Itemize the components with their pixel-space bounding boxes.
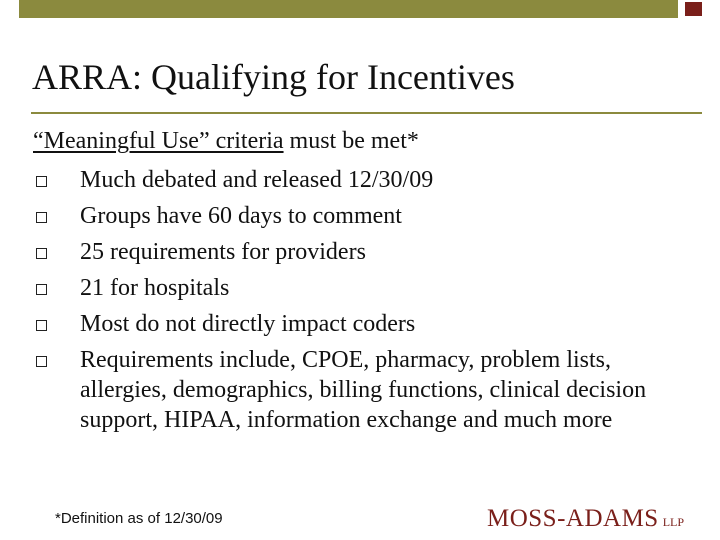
square-bullet-icon xyxy=(36,320,47,331)
bullet-text: 25 requirements for providers xyxy=(80,239,366,265)
bullet-item xyxy=(33,273,703,303)
logo-name: MOSS-ADAMS xyxy=(487,505,659,532)
logo-suffix: LLP xyxy=(662,515,685,529)
bullet-item xyxy=(33,201,703,231)
square-bullet-icon xyxy=(36,248,47,259)
square-bullet-icon xyxy=(36,284,47,295)
bullet-text: Groups have 60 days to comment xyxy=(80,203,402,229)
footnote: *Definition as of 12/30/09 xyxy=(55,510,223,527)
corner-accent-gap xyxy=(685,16,702,21)
bullet-text: 21 for hospitals xyxy=(80,275,230,301)
lead-underlined-text: “Meaningful Use” criteria xyxy=(33,128,284,154)
title-divider xyxy=(31,112,702,114)
bullet-text: Most do not directly impact coders xyxy=(80,311,416,337)
bullet-list xyxy=(33,165,703,435)
bullet-item xyxy=(33,309,703,339)
bullet-item xyxy=(33,237,703,267)
bullet-item xyxy=(33,165,703,195)
square-bullet-icon xyxy=(36,176,47,187)
slide-title: ARRA: Qualifying for Incentives xyxy=(32,57,515,97)
square-bullet-icon xyxy=(36,212,47,223)
lead-rest-text: must be met* xyxy=(283,128,419,154)
lead-line xyxy=(33,123,703,159)
bullet-item xyxy=(33,345,703,435)
moss-adams-logo xyxy=(487,505,684,533)
top-accent-bar xyxy=(19,0,678,18)
bullet-text: Much debated and released 12/30/09 xyxy=(80,167,434,193)
bullet-text: Requirements include, CPOE, pharmacy, problem lists, allergies, demographics, billing functions, clinical decision support, HIPAA, information exchange and much more xyxy=(80,347,647,433)
square-bullet-icon xyxy=(36,356,47,367)
slide-body xyxy=(33,123,703,435)
